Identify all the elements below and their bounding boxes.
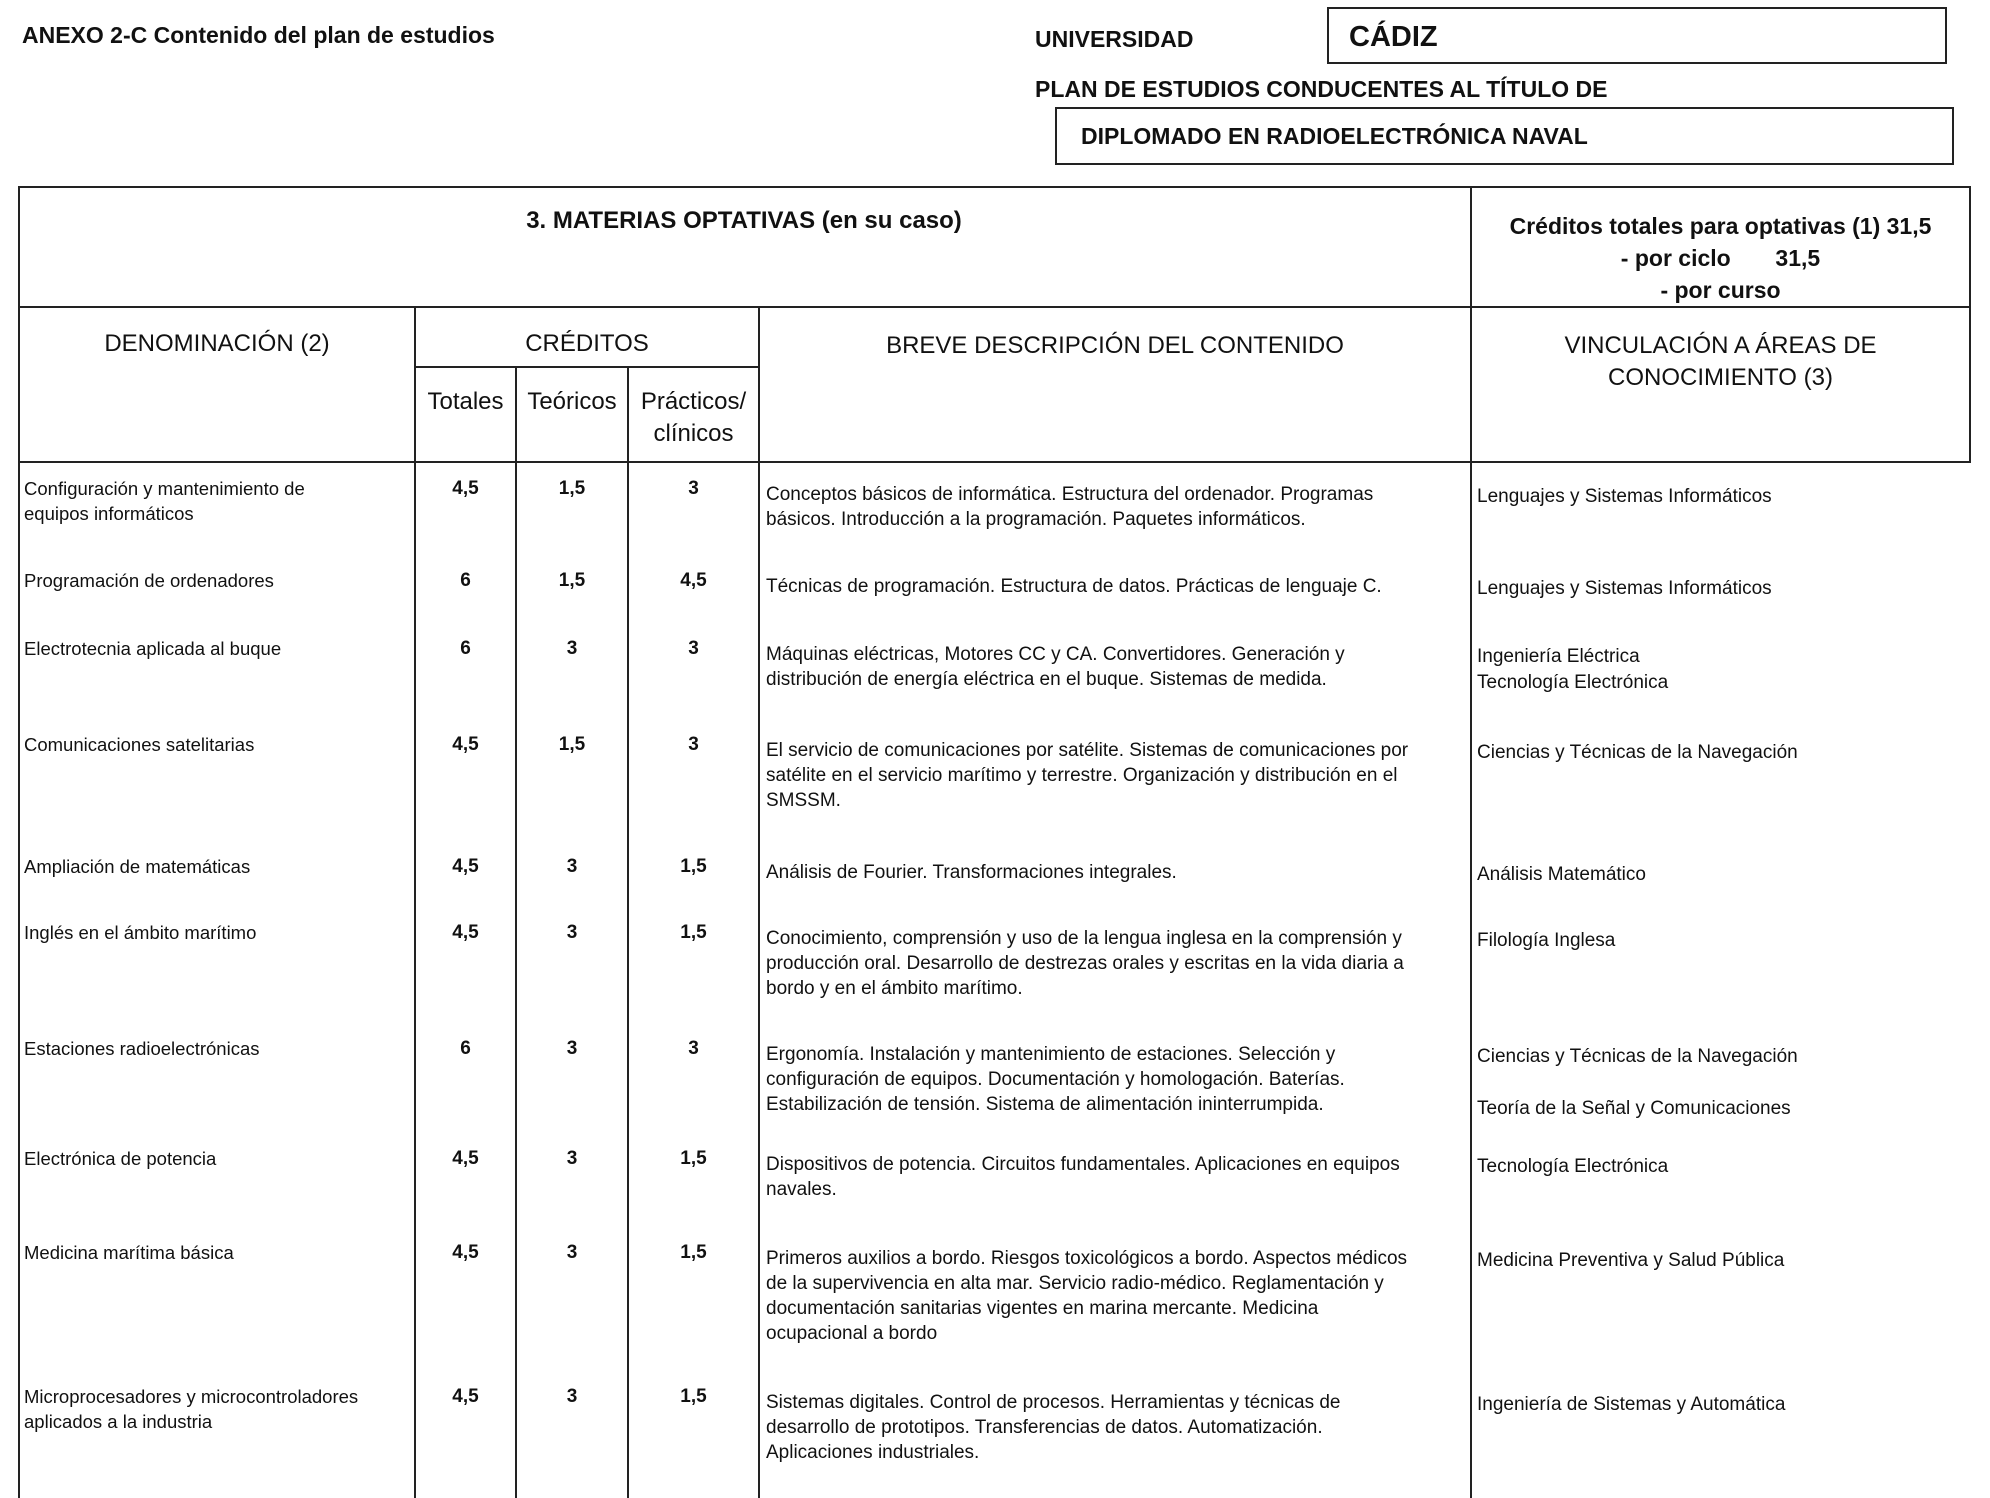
col-header-creditos: CRÉDITOS — [525, 330, 649, 357]
row-credits-practice: 3 — [688, 638, 699, 659]
row-knowledge-area: Ingeniería Eléctrica — [1477, 646, 1640, 667]
row-denomination: equipos informáticos — [24, 503, 194, 524]
degree-title: DIPLOMADO EN RADIOELECTRÓNICA NAVAL — [1081, 123, 1588, 149]
row-credits-theory: 1,5 — [558, 570, 586, 591]
row-description-line: producción oral. Desarrollo de destrezas orales y escritas en la vida diaria a — [766, 953, 1404, 974]
row-credits-total: 4,5 — [452, 1242, 479, 1263]
row-description-line: distribución de energía eléctrica en el buque. Sistemas de medida. — [766, 669, 1327, 690]
row-denomination: Inglés en el ámbito marítimo — [24, 922, 257, 943]
row-credits-theory: 3 — [566, 922, 578, 943]
row-denomination: Ampliación de matemáticas — [24, 856, 251, 877]
row-description-line: Técnicas de programación. Estructura de datos. Prácticas de lenguaje C. — [766, 576, 1382, 597]
row-denomination: Electrotecnia aplicada al buque — [24, 638, 282, 659]
row-credits-total: 4,5 — [452, 734, 479, 755]
col-header-clinicos: clínicos — [653, 420, 734, 447]
table-border-left — [18, 186, 20, 1498]
row-credits-practice: 1,5 — [680, 1148, 707, 1169]
row-description-line: satélite en el servicio marítimo y terrestre. Organización y distribución en el — [766, 765, 1398, 786]
row-credits-practice: 3 — [688, 478, 699, 499]
row-credits-theory: 1,5 — [558, 478, 586, 499]
row-credits-practice: 1,5 — [680, 922, 707, 943]
row-knowledge-area: Ciencias y Técnicas de la Navegación — [1477, 742, 1798, 763]
row-description-line: configuración de equipos. Documentación y homologación. Baterías. — [766, 1069, 1345, 1090]
col-header-denominacion: DENOMINACIÓN (2) — [104, 330, 330, 357]
row-credits-total: 4,5 — [452, 478, 479, 499]
row-credits-theory: 1,5 — [558, 734, 586, 755]
row-description-line: de la supervivencia en alta mar. Servicio radio-médico. Reglamentación y — [766, 1273, 1384, 1294]
section-title: 3. MATERIAS OPTATIVAS (en su caso) — [526, 207, 962, 234]
table-border-top — [18, 186, 1971, 188]
row-description-line: Estabilización de tensión. Sistema de alimentación ininterrumpida. — [766, 1094, 1324, 1115]
row-denomination: Comunicaciones satelitarias — [24, 734, 255, 755]
row-credits-practice: 1,5 — [680, 1386, 707, 1407]
row-description-line: Primeros auxilios a bordo. Riesgos toxicológicos a bordo. Aspectos médicos — [766, 1248, 1408, 1269]
row-knowledge-area: Análisis Matemático — [1477, 864, 1646, 885]
row-description-line: navales. — [766, 1179, 837, 1200]
section-divider — [18, 306, 1971, 308]
credits-total-line: Créditos totales para optativas (1) 31,5 — [1509, 213, 1932, 239]
row-description-line: SMSSM. — [766, 790, 841, 811]
university-box — [1327, 7, 1947, 64]
university-value: CÁDIZ — [1349, 21, 1438, 53]
row-knowledge-area: Tecnología Electrónica — [1477, 672, 1669, 693]
col-header-practicos: Prácticos/ — [640, 388, 747, 415]
table-border-right — [1969, 186, 1971, 463]
row-credits-practice: 1,5 — [680, 1242, 707, 1263]
row-description-line: Máquinas eléctricas, Motores CC y CA. Convertidores. Generación y — [766, 644, 1345, 665]
optional-subjects-table — [18, 186, 1971, 1498]
row-denomination: Estaciones radioelectrónicas — [24, 1038, 260, 1059]
row-credits-total: 4,5 — [452, 1386, 479, 1407]
row-denomination: Electrónica de potencia — [24, 1148, 217, 1169]
row-description-line: Conceptos básicos de informática. Estructura del ordenador. Programas — [766, 484, 1374, 505]
row-denomination: Medicina marítima básica — [24, 1242, 234, 1263]
row-knowledge-area: Teoría de la Señal y Comunicaciones — [1477, 1098, 1791, 1119]
row-description-line: bordo y en el ámbito marítimo. — [766, 978, 1023, 999]
annex-title: ANEXO 2-C Contenido del plan de estudios — [22, 22, 495, 48]
row-credits-total: 4,5 — [452, 1148, 479, 1169]
row-credits-practice: 4,5 — [680, 570, 707, 591]
row-denomination: Programación de ordenadores — [24, 570, 274, 591]
row-denomination: Configuración y mantenimiento de — [24, 478, 305, 499]
credits-subdivider — [415, 366, 758, 368]
row-description-line: ocupacional a bordo — [766, 1323, 938, 1344]
col-divider-4 — [758, 306, 760, 1498]
row-description-line: Ergonomía. Instalación y mantenimiento de estaciones. Selección y — [766, 1044, 1336, 1065]
row-description-line: desarrollo de prototipos. Transferencias de datos. Automatización. — [766, 1417, 1323, 1438]
col-header-conocimiento: CONOCIMIENTO (3) — [1608, 364, 1833, 391]
col-header-teoricos: Teóricos — [527, 388, 617, 415]
row-credits-total: 6 — [460, 570, 471, 591]
university-label: UNIVERSIDAD — [1035, 26, 1194, 52]
row-knowledge-area: Lenguajes y Sistemas Informáticos — [1477, 578, 1772, 599]
row-credits-total: 4,5 — [452, 856, 479, 877]
col-header-vinculacion: VINCULACIÓN A ÁREAS DE — [1564, 332, 1877, 359]
row-credits-theory: 3 — [566, 1148, 578, 1169]
col-header-descripcion: BREVE DESCRIPCIÓN DEL CONTENIDO — [886, 332, 1344, 359]
per-course-line: - por curso — [1660, 277, 1781, 303]
row-description-line: Dispositivos de potencia. Circuitos fundamentales. Aplicaciones en equipos — [766, 1154, 1400, 1175]
header-divider — [18, 461, 1971, 463]
row-knowledge-area: Filología Inglesa — [1477, 930, 1616, 951]
row-knowledge-area: Lenguajes y Sistemas Informáticos — [1477, 486, 1772, 507]
row-knowledge-area: Ciencias y Técnicas de la Navegación — [1477, 1046, 1798, 1067]
row-description-line: Sistemas digitales. Control de procesos. Herramientas y técnicas de — [766, 1392, 1341, 1413]
row-denomination: Microprocesadores y microcontroladores — [24, 1386, 359, 1407]
col-header-totales: Totales — [427, 388, 504, 415]
row-description-line: documentación sanitarias vigentes en marina mercante. Medicina — [766, 1298, 1319, 1319]
degree-title-box — [1055, 107, 1954, 165]
per-cycle-line: - por ciclo 31,5 — [1620, 245, 1821, 271]
row-description-line: Aplicaciones industriales. — [766, 1442, 980, 1463]
row-description-line: Análisis de Fourier. Transformaciones integrales. — [766, 862, 1177, 883]
row-description-line: Conocimiento, comprensión y uso de la lengua inglesa en la comprensión y — [766, 928, 1402, 949]
plan-label: PLAN DE ESTUDIOS CONDUCENTES AL TÍTULO DE — [1035, 76, 1608, 102]
row-credits-total: 6 — [460, 1038, 471, 1059]
row-credits-theory: 3 — [566, 1386, 578, 1407]
row-description-line: El servicio de comunicaciones por satélite. Sistemas de comunicaciones por — [766, 740, 1409, 761]
row-credits-practice: 3 — [688, 1038, 699, 1059]
row-credits-theory: 3 — [566, 638, 578, 659]
row-description-line: básicos. Introducción a la programación. Paquetes informáticos. — [766, 509, 1306, 530]
row-knowledge-area: Medicina Preventiva y Salud Pública — [1477, 1250, 1785, 1271]
row-credits-theory: 3 — [566, 1242, 578, 1263]
row-credits-total: 6 — [460, 638, 471, 659]
row-knowledge-area: Ingeniería de Sistemas y Automática — [1477, 1394, 1786, 1415]
row-credits-theory: 3 — [566, 1038, 578, 1059]
row-denomination: aplicados a la industria — [24, 1411, 213, 1432]
row-credits-total: 4,5 — [452, 922, 479, 943]
row-credits-theory: 3 — [566, 856, 578, 877]
row-knowledge-area: Tecnología Electrónica — [1477, 1156, 1669, 1177]
row-credits-practice: 3 — [688, 734, 699, 755]
row-credits-practice: 1,5 — [680, 856, 707, 877]
